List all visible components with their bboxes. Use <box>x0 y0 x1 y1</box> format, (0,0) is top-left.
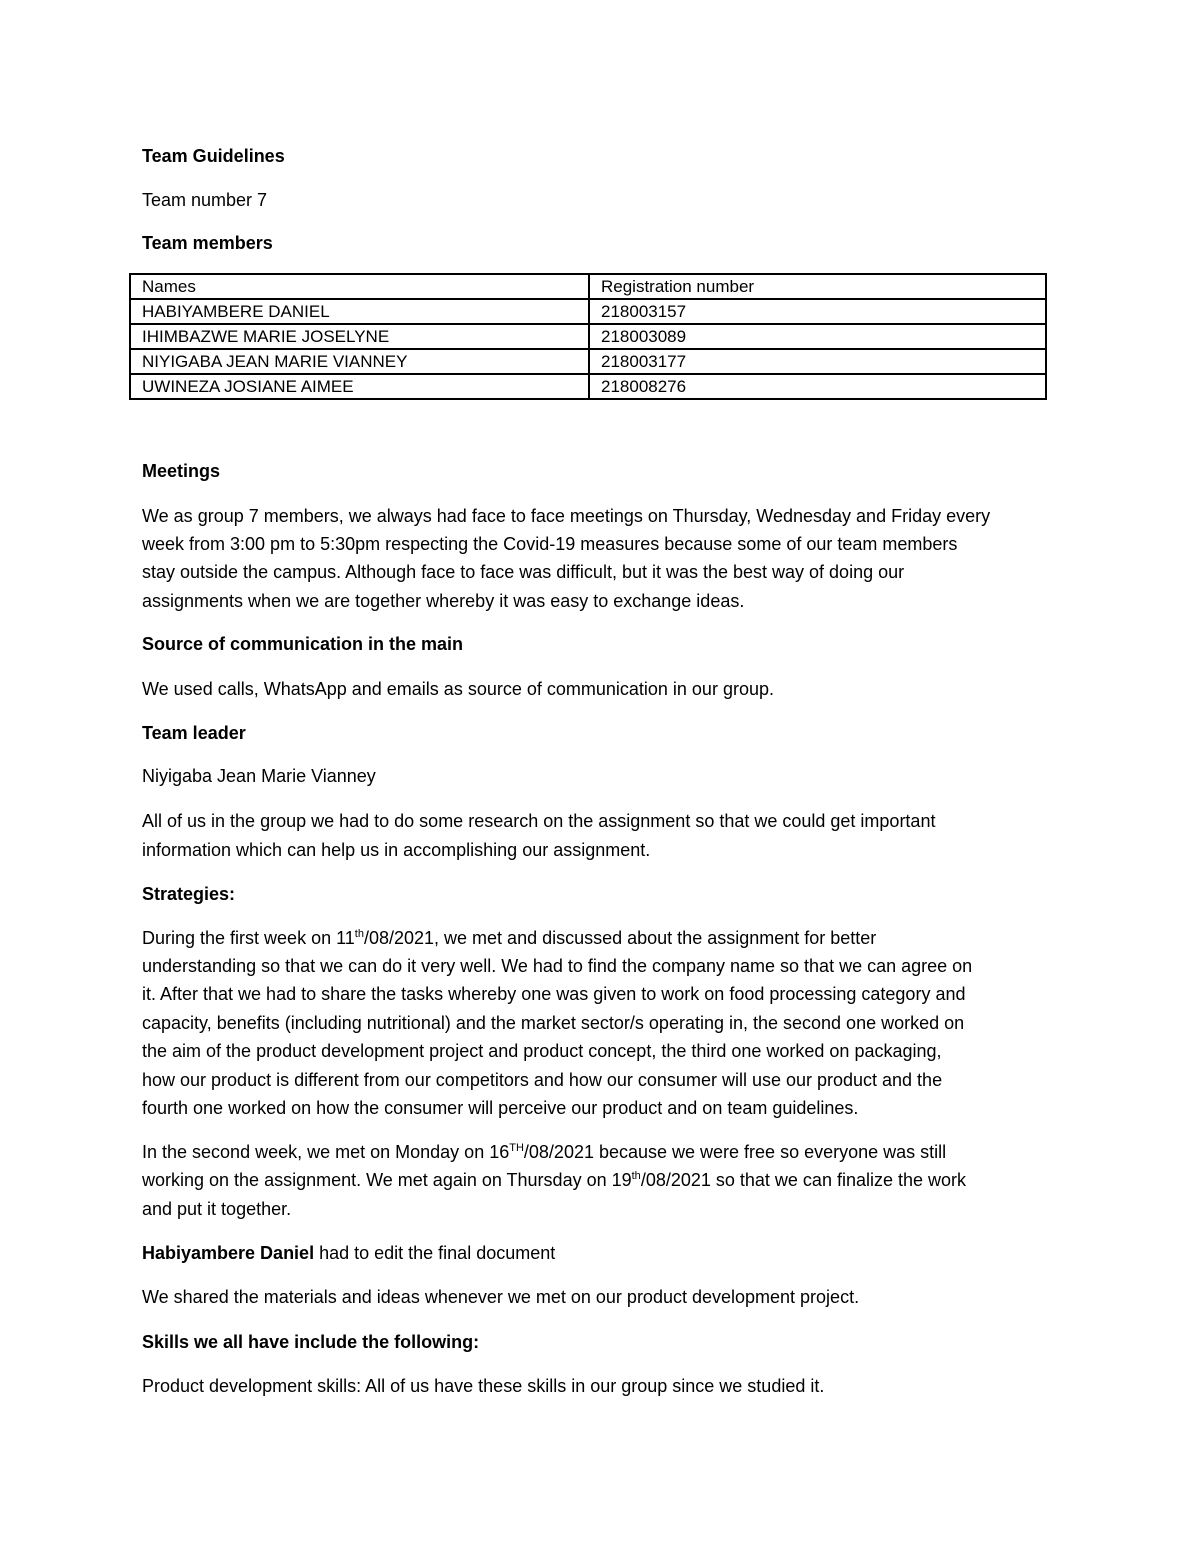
strategies-text-line: the aim of the product development project and product concept, the third one worked on packaging, <box>142 1041 942 1061</box>
team-members-table <box>129 273 1047 400</box>
meetings-text-line: week from 3:00 pm to 5:30pm respecting the Covid-19 measures because some of our team members <box>142 534 958 554</box>
second-week-text-line <box>142 1141 946 1163</box>
team-members-heading: Team members <box>142 233 273 253</box>
ordinal-suffix: th <box>631 1170 641 1182</box>
research-text-line: All of us in the group we had to do some research on the assignment so that we could get important <box>142 811 936 831</box>
meetings-text-line: assignments when we are together whereby it was easy to exchange ideas. <box>142 591 745 611</box>
team-leader-name: Niyigaba Jean Marie Vianney <box>142 766 376 786</box>
editor-line <box>142 1242 555 1264</box>
strategies-text-line <box>142 927 876 949</box>
strategies-text-part: During the first week on 11 <box>142 928 355 948</box>
member-name: IHIMBAZWE MARIE JOSELYNE <box>130 324 589 349</box>
team-number: Team number 7 <box>142 190 268 210</box>
communication-heading: Source of communication in the main <box>142 634 464 654</box>
table-header-names: Names <box>130 274 589 299</box>
strategies-text-part: /08/2021, we met and discussed about the assignment for better <box>363 928 877 948</box>
ordinal-suffix: th <box>354 928 364 940</box>
member-name: UWINEZA JOSIANE AIMEE <box>130 374 589 399</box>
document-title: Team Guidelines <box>142 146 285 166</box>
table-row <box>130 374 1046 399</box>
ordinal-suffix: TH <box>509 1142 524 1154</box>
meetings-heading: Meetings <box>142 461 221 481</box>
strategies-heading: Strategies: <box>142 884 236 904</box>
second-week-text-line: and put it together. <box>142 1199 292 1219</box>
strategies-text-line: how our product is different from our competitors and how our consumer will use our product and the <box>142 1070 943 1090</box>
table-row <box>130 349 1046 374</box>
member-name: HABIYAMBERE DANIEL <box>130 299 589 324</box>
skills-heading: Skills we all have include the following: <box>142 1332 480 1352</box>
communication-text: We used calls, WhatsApp and emails as source of communication in our group. <box>142 679 774 699</box>
member-registration: 218003089 <box>589 324 1046 349</box>
team-leader-heading: Team leader <box>142 723 246 743</box>
table-row <box>130 299 1046 324</box>
strategies-text-line: fourth one worked on how the consumer will perceive our product and on team guidelines. <box>142 1098 859 1118</box>
strategies-text-line: capacity, benefits (including nutritional) and the market sector/s operating in, the second one worked on <box>142 1013 965 1033</box>
table-row <box>130 324 1046 349</box>
strategies-text-line: it. After that we had to share the tasks whereby one was given to work on food processing category and <box>142 984 966 1004</box>
editor-name: Habiyambere Daniel <box>142 1243 315 1263</box>
second-week-text-part: working on the assignment. We met again on Thursday on 19 <box>142 1170 632 1190</box>
meetings-text-line: We as group 7 members, we always had face to face meetings on Thursday, Wednesday and Friday every <box>142 506 991 526</box>
shared-materials-text: We shared the materials and ideas whenever we met on our product development project. <box>142 1287 860 1307</box>
second-week-text-part: In the second week, we met on Monday on 16 <box>142 1142 510 1162</box>
member-registration: 218003157 <box>589 299 1046 324</box>
second-week-text-line <box>142 1169 966 1191</box>
table-header-registration: Registration number <box>589 274 1046 299</box>
editor-text: had to edit the final document <box>314 1243 556 1263</box>
member-name: NIYIGABA JEAN MARIE VIANNEY <box>130 349 589 374</box>
skills-item: Product development skills: All of us have these skills in our group since we studied it. <box>142 1376 825 1396</box>
second-week-text-part: /08/2021 because we were free so everyone was still <box>523 1142 947 1162</box>
second-week-text-part: /08/2021 so that we can finalize the work <box>640 1170 967 1190</box>
member-registration: 218008276 <box>589 374 1046 399</box>
meetings-text-line: stay outside the campus. Although face to face was difficult, but it was the best way of doing our <box>142 562 905 582</box>
strategies-text-line: understanding so that we can do it very well. We had to find the company name so that we can agree on <box>142 956 973 976</box>
table-header-row <box>130 274 1046 299</box>
member-registration: 218003177 <box>589 349 1046 374</box>
research-text-line: information which can help us in accomplishing our assignment. <box>142 840 651 860</box>
